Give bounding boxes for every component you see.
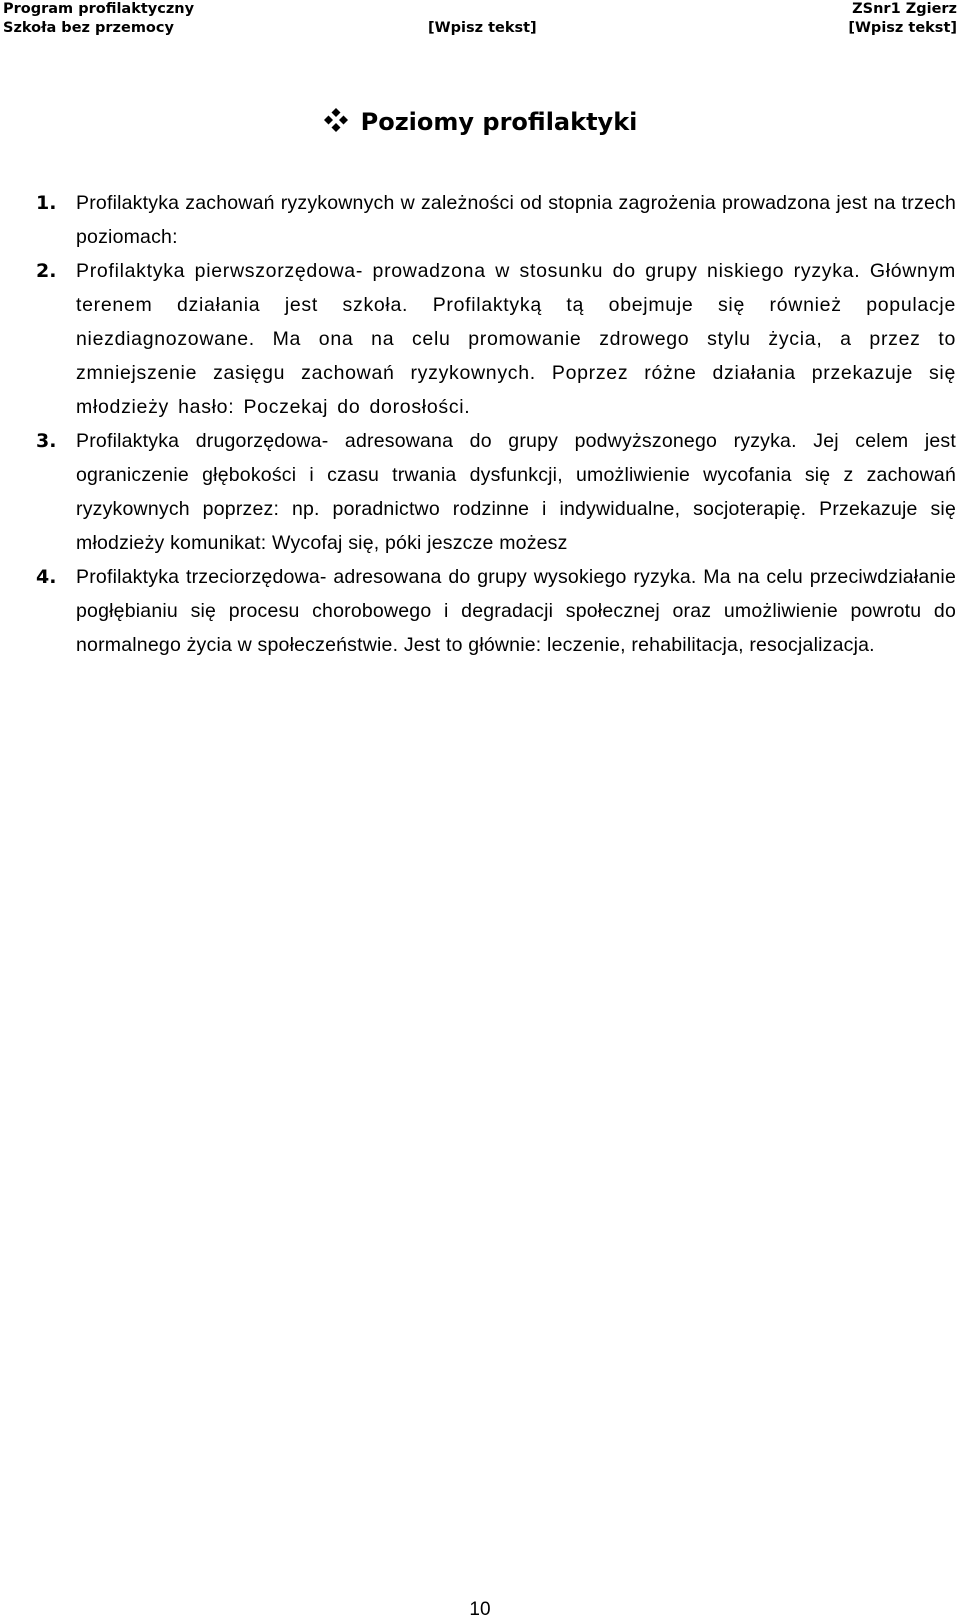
list-item-number: 4. [36, 566, 57, 588]
diamond-bullet-icon [323, 107, 349, 133]
numbered-list [36, 186, 956, 662]
list-item-number: 3. [36, 430, 57, 452]
list-item [36, 186, 956, 254]
header-program-title: Program profilaktyczny [3, 1, 195, 17]
header-placeholder-right: [Wpisz tekst] [848, 20, 957, 36]
list-item-text: Profilaktyka pierwszorzędowa- prowadzona w stosunku do grupy niskiego ryzyka. Głównym terenem działania jest szkoła. Profilaktyką tą obejmuje się również populacje niezdiagnozowane. Ma ona na celu promowanie zdrowego stylu życia, a przez to zmniejszenie zasięgu zachowań ryzykownych. Poprzez różne działania przekazuje się młodzieży hasło: Poczekaj do dorosłości. [76, 260, 956, 418]
page-number: 10 [469, 1599, 491, 1620]
list-item-text: Profilaktyka trzeciorzędowa- adresowana do grupy wysokiego ryzyka. Ma na celu przeciwdziałanie pogłębianiu się procesu chorobowego i degradacji społecznej oraz umożliwienie powrotu do normalnego życia w społeczeństwie. Jest to głównie: leczenie, rehabilitacja, resocjalizacja. [76, 566, 956, 656]
list-item [36, 424, 956, 560]
header-left [3, 0, 194, 38]
section-title [0, 104, 960, 140]
header-right [848, 0, 957, 38]
page-header [0, 0, 960, 40]
list-item-text: Profilaktyka drugorzędowa- adresowana do grupy podwyższonego ryzyka. Jej celem jest ograniczenie głębokości i czasu trwania dysfunkcji, umożliwienie wycofania się z zachowań ryzykownych poprzez: np. poradnictwo rodzinne i indywidualne, socjoterapię. Przekazuje się młodzieży komunikat: Wycofaj się, póki jeszcze możesz [76, 430, 956, 554]
header-school-name: ZSnr1 Zgierz [852, 1, 957, 17]
section-title-text: Poziomy profilaktyki [360, 108, 638, 136]
header-program-subtitle: Szkoła bez przemocy [3, 20, 174, 36]
list-item-number: 2. [36, 260, 57, 282]
list-item-number: 1. [36, 192, 57, 214]
header-placeholder-middle: [Wpisz tekst] [428, 20, 537, 36]
list-item [36, 560, 956, 662]
list-item [36, 254, 956, 424]
list-item-text: Profilaktyka zachowań ryzykownych w zależności od stopnia zagrożenia prowadzona jest na trzech poziomach: [76, 192, 956, 248]
